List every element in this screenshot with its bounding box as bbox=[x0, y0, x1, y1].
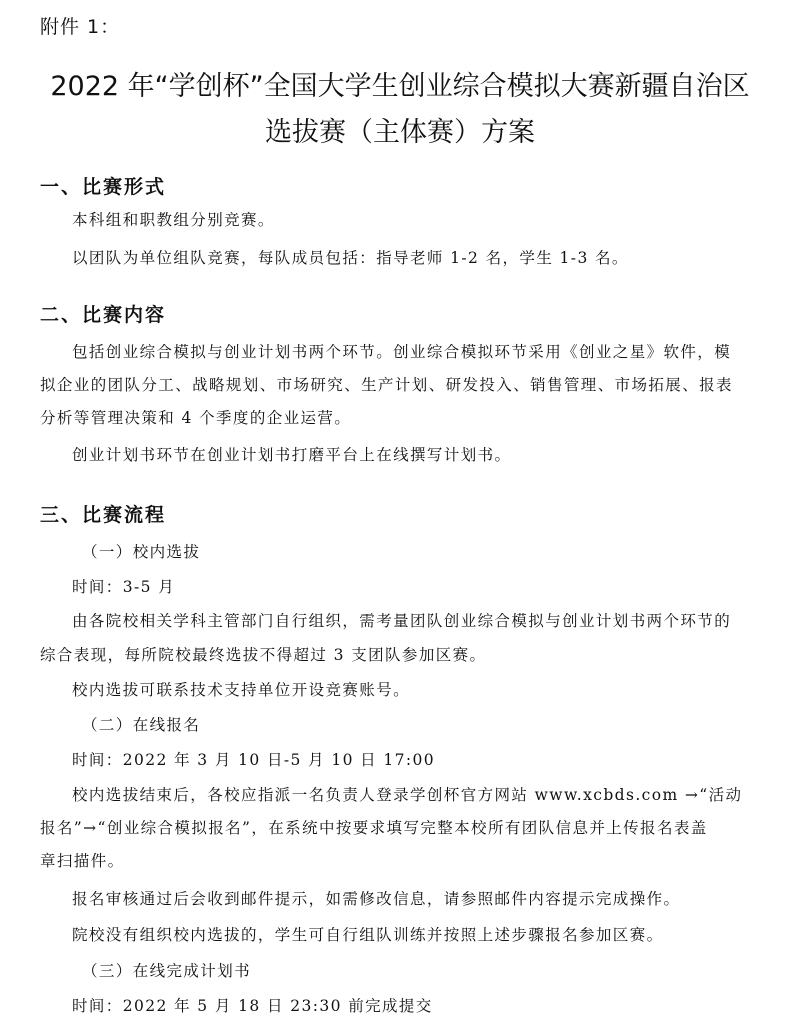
paragraph: 报名审核通过后会收到邮件提示，如需修改信息，请参照邮件内容提示完成操作。 bbox=[72, 890, 681, 908]
subsection-title-campus-selection: （一）校内选拔 bbox=[82, 543, 201, 561]
time-line: 时间：3-5 月 bbox=[72, 578, 176, 596]
section-heading-format: 一、比赛形式 bbox=[40, 176, 167, 198]
paragraph-line: 章扫描件。 bbox=[40, 852, 125, 870]
paragraph-line: 校内选拔结束后，各校应指派一名负责人登录学创杯官方网站 www.xcbds.com →“活动 bbox=[72, 786, 743, 804]
paragraph: 本科组和职教组分别竞赛。 bbox=[72, 211, 275, 229]
paragraph: 以团队为单位组队竞赛，每队成员包括：指导老师 1-2 名，学生 1-3 名。 bbox=[72, 249, 629, 267]
time-line: 时间：2022 年 5 月 18 日 23:30 前完成提交 bbox=[72, 997, 433, 1015]
subsection-title-online-plan: （三）在线完成计划书 bbox=[82, 962, 252, 980]
paragraph-line: 分析等管理决策和 4 个季度的企业运营。 bbox=[40, 409, 352, 427]
time-line: 时间：2022 年 3 月 10 日-5 月 10 日 17:00 bbox=[72, 751, 436, 769]
document-title-line1: 2022 年“学创杯”全国大学生创业综合模拟大赛新疆自治区 bbox=[50, 71, 750, 102]
section-heading-content: 二、比赛内容 bbox=[40, 304, 167, 326]
section-heading-process: 三、比赛流程 bbox=[40, 504, 167, 526]
subsection-title-online-registration: （二）在线报名 bbox=[82, 716, 201, 734]
paragraph: 校内选拔可联系技术支持单位开设竞赛账号。 bbox=[72, 681, 411, 699]
document-title-line2: 选拔赛（主体赛）方案 bbox=[265, 117, 535, 148]
paragraph-line: 报名”→“创业综合模拟报名”，在系统中按要求填写完整本校所有团队信息并上传报名表盖 bbox=[40, 819, 708, 837]
paragraph: 创业计划书环节在创业计划书打磨平台上在线撰写计划书。 bbox=[72, 446, 512, 464]
paragraph-line: 拟企业的团队分工、战略规划、市场研究、生产计划、研发投入、销售管理、市场拓展、报表 bbox=[40, 376, 733, 394]
paragraph-line: 包括创业综合模拟与创业计划书两个环节。创业综合模拟环节采用《创业之星》软件，模 bbox=[72, 343, 732, 361]
paragraph: 院校没有组织校内选拔的，学生可自行组队训练并按照上述步骤报名参加区赛。 bbox=[72, 926, 664, 944]
paragraph-line: 综合表现，每所院校最终选拔不得超过 3 支团队参加区赛。 bbox=[40, 646, 487, 664]
paragraph-line: 由各院校相关学科主管部门自行组织，需考量团队创业综合模拟与创业计划书两个环节的 bbox=[72, 612, 732, 630]
attachment-label: 附件 1： bbox=[40, 16, 121, 38]
